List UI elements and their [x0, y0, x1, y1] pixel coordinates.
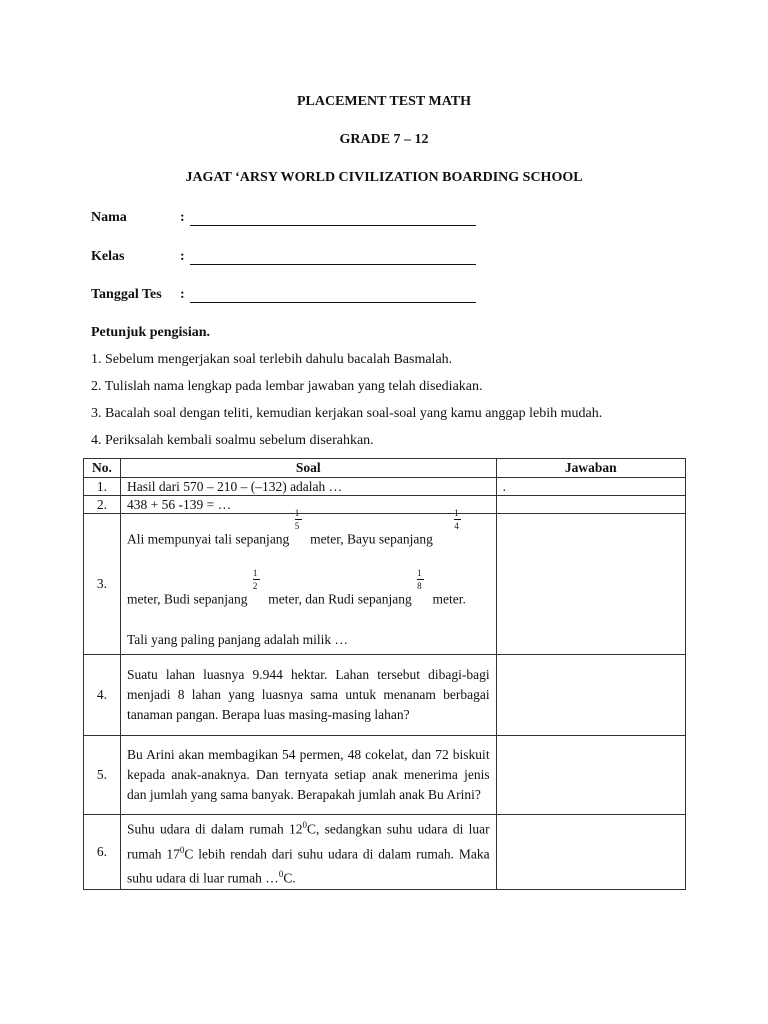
fraction-numerator: 1 — [252, 568, 258, 578]
answer-cell[interactable] — [496, 514, 685, 655]
instruction-item: 3. Bacalah soal dengan teliti, kemudian kerjakan soal-soal yang kamu anggap lebih mudah. — [91, 406, 603, 421]
answer-cell[interactable] — [496, 655, 685, 736]
table-row — [84, 815, 686, 890]
q3-text-c: meter, Budi sepanjang — [126, 591, 248, 607]
row-number: 4. — [84, 655, 121, 736]
page-title: PLACEMENT TEST MATH — [296, 94, 471, 109]
q3-text-e: meter. — [432, 591, 466, 607]
test-date-colon: : — [180, 287, 185, 302]
instruction-item: 4. Periksalah kembali soalmu sebelum diserahkan. — [91, 433, 374, 448]
table-row — [84, 496, 686, 514]
instruction-item: 1. Sebelum mengerjakan soal terlebih dahulu bacalah Basmalah. — [91, 352, 453, 367]
name-colon: : — [180, 210, 185, 225]
row-number: 3. — [84, 514, 121, 655]
school-title: JAGAT ‘ARSY WORLD CIVILIZATION BOARDING SCHOOL — [185, 170, 583, 185]
header-soal: Soal — [120, 459, 496, 478]
table-row — [84, 478, 686, 496]
grade-title: GRADE 7 – 12 — [339, 132, 429, 147]
answer-cell[interactable] — [496, 815, 685, 890]
table-row — [84, 655, 686, 736]
question-text — [120, 508, 496, 655]
degree-sup: 0 — [278, 869, 284, 879]
fraction-one-fourth — [452, 508, 466, 544]
row-number: 5. — [84, 736, 121, 815]
q6-text-c: C lebih rendah dari suhu udara di dalam rumah. Maka suhu udara di luar rumah … — [126, 846, 490, 886]
fraction-denominator: 5 — [294, 521, 300, 531]
questions-table — [83, 458, 686, 890]
q6-text-d: C. — [283, 870, 296, 886]
row-number: 1. — [84, 478, 121, 496]
fraction-denominator: 8 — [417, 581, 422, 591]
question-text: Hasil dari 570 – 210 – (–132) adalah … — [120, 478, 496, 496]
table-header-row — [84, 459, 686, 478]
q6-text-b: C, sedangkan suhu udara di luar rumah 17 — [126, 821, 490, 861]
header-jawaban: Jawaban — [496, 459, 685, 478]
q6-text-a: Suhu udara di dalam rumah 12 — [126, 821, 303, 837]
fraction-one-eighth — [415, 568, 429, 604]
fraction-denominator: 2 — [252, 581, 258, 591]
q3-text-d: meter, dan Rudi sepanjang — [268, 591, 412, 607]
class-colon: : — [180, 249, 185, 264]
degree-sup: 0 — [302, 820, 307, 830]
degree-sup: 0 — [179, 844, 185, 855]
name-label: Nama — [91, 210, 127, 225]
table-row — [84, 736, 686, 815]
class-answer-line[interactable] — [190, 264, 476, 265]
fraction-one-half — [251, 568, 265, 604]
q3-text-f: Tali yang paling panjang adalah milik … — [126, 632, 348, 647]
name-answer-line[interactable] — [190, 225, 476, 226]
test-date-answer-line[interactable] — [190, 302, 476, 303]
question-text: Suatu lahan luasnya 9.944 hektar. Lahan tersebut dibagi-bagi menjadi 8 lahan yang luasnya sama untuk menanam berbagai tanaman pangan. Berapa luas masing-masing lahan? — [120, 655, 496, 736]
fraction-denominator: 4 — [454, 521, 459, 531]
answer-cell[interactable] — [496, 496, 685, 514]
row-number: 2. — [84, 496, 121, 514]
question-text: 438 + 56 -139 = … — [120, 496, 496, 514]
fraction-one-fifth — [293, 508, 307, 544]
test-date-label: Tanggal Tes — [91, 287, 162, 302]
row-number: 6. — [84, 815, 121, 890]
table-row — [84, 514, 686, 655]
answer-cell[interactable]: . — [496, 478, 685, 496]
instructions-heading: Petunjuk pengisian. — [91, 325, 211, 340]
instruction-item: 2. Tulislah nama lengkap pada lembar jawaban yang telah disediakan. — [91, 379, 483, 394]
fraction-numerator: 1 — [454, 508, 459, 518]
header-no: No. — [84, 459, 121, 478]
fraction-numerator: 1 — [417, 568, 422, 578]
q3-text-b: meter, Bayu sepanjang — [310, 531, 433, 547]
question-text: Bu Arini akan membagikan 54 permen, 48 cokelat, dan 72 biskuit kepada anak-anaknya. Dan ternyata setiap anak menerima jenis dan jumlah yang sama banyak. Berapakah jumlah anak Bu Arini? — [120, 736, 496, 815]
class-label: Kelas — [91, 249, 125, 264]
answer-cell[interactable] — [496, 736, 685, 815]
question-text — [120, 815, 496, 890]
q3-text-a: Ali mempunyai tali sepanjang — [126, 531, 290, 547]
fraction-numerator: 1 — [294, 508, 300, 518]
